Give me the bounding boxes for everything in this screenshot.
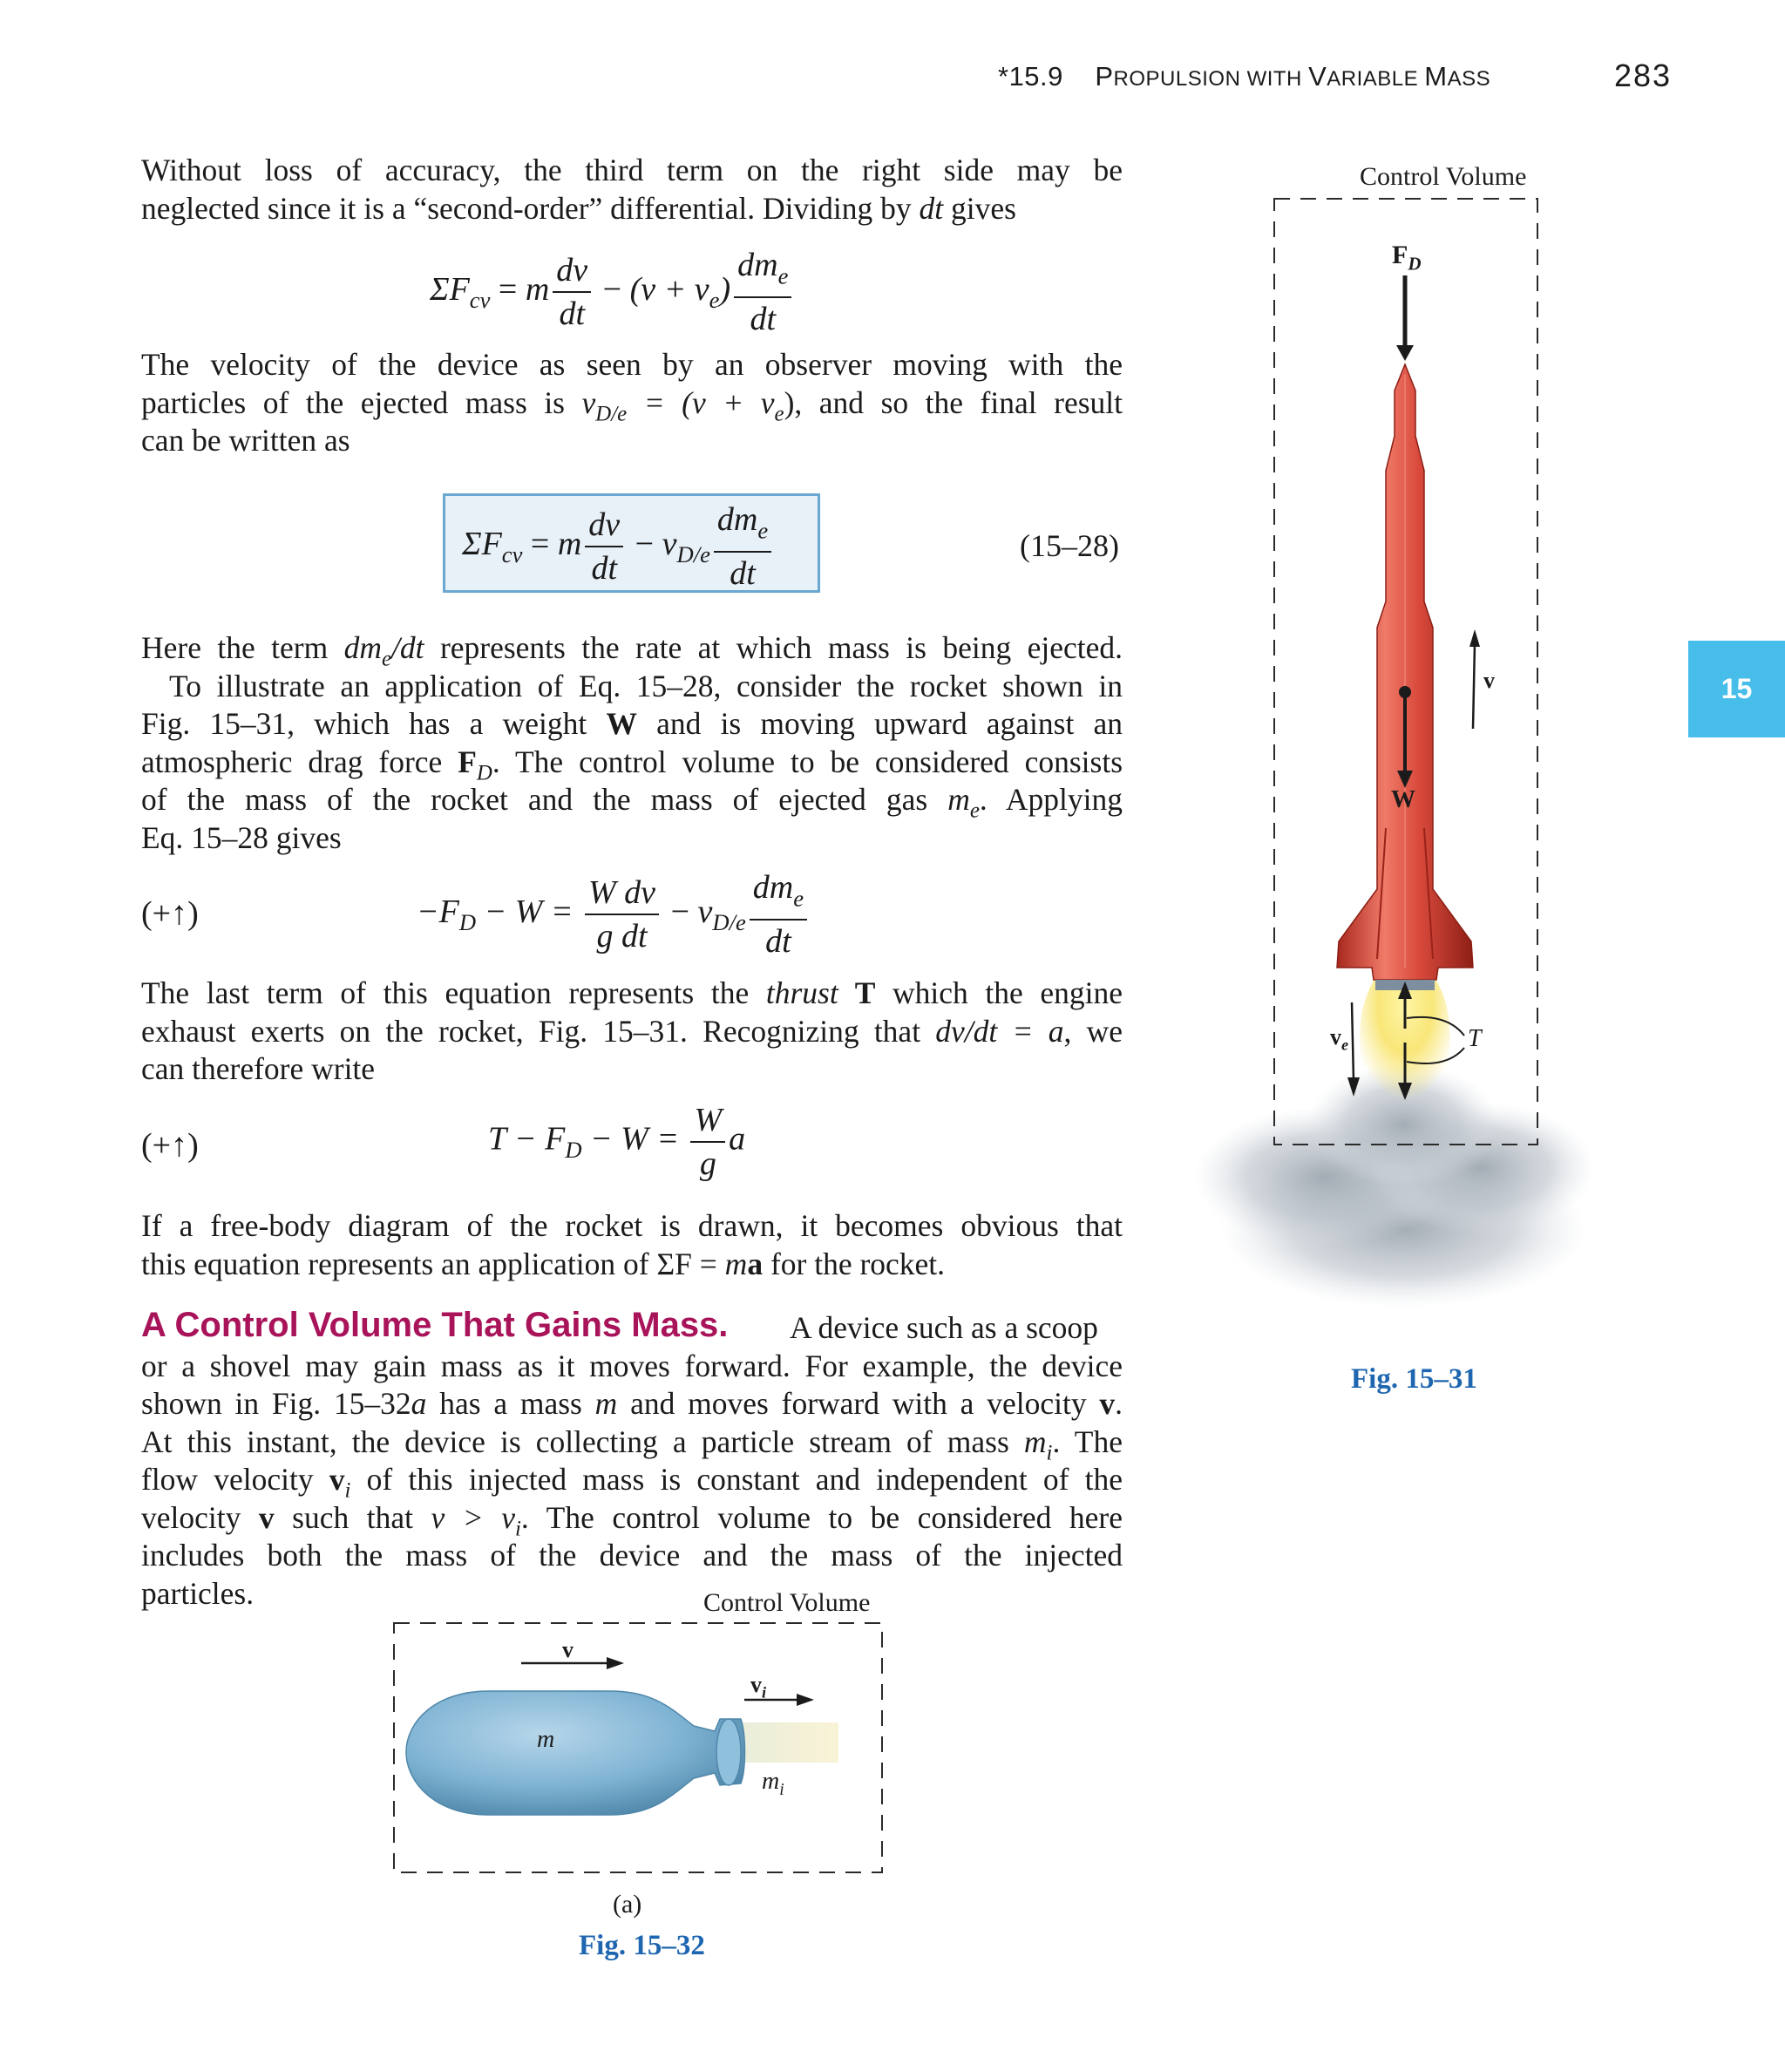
chapter-tab: 15 (1688, 641, 1785, 737)
running-header: *15.9 PROPULSION WITH VARIABLE MASS (998, 61, 1491, 92)
drag-force-arrow (1396, 275, 1414, 361)
fig32-m-label: m (537, 1726, 555, 1753)
fig31-control-volume-label: Control Volume (1360, 162, 1527, 191)
ve-label: $v_e$ (1330, 1024, 1349, 1054)
rocket (1337, 364, 1473, 990)
fig32-sublabel: (a) (613, 1890, 642, 1919)
paragraph-5: If a free-body diagram of the rocket is drawn, it becomes obvious that this equation represents an application of ΣF = ma for the rocket. (141, 1208, 1123, 1281)
fig32-v-label: v (562, 1637, 574, 1662)
fig32-mi-label: $m_i$ (762, 1768, 784, 1799)
v-label: v (1483, 668, 1495, 693)
section-number: *15.9 (998, 61, 1063, 92)
particle-stream (743, 1722, 838, 1763)
page-number: 283 (1614, 58, 1673, 93)
fd-label: $F_D$ (1392, 241, 1422, 275)
w-label: W (1391, 786, 1415, 813)
equation-1: $\Sigma F_{cv} = m$ $\frac{dv}{dt}$ − $(v + v_e)$ $\frac{dm_e}{dt}$ (430, 246, 795, 338)
fig-15-32-caption: Fig. 15–32 (579, 1930, 705, 1961)
equation-number: (15–28) (1020, 528, 1119, 563)
section-heading: A Control Volume That Gains Mass. (141, 1306, 729, 1344)
equation-4: $T - F_D - W$ = $\frac{W}{g}$ a (488, 1102, 746, 1182)
fig-15-31-caption: Fig. 15–31 (1351, 1363, 1477, 1395)
paragraph-4: The last term of this equation represents the thrust T which the engine exhaust exerts on the rocket, Fig. 15–31. Recognizing that dv/dt = a, we can therefore write (141, 975, 1123, 1086)
sign-convention-2: (+↑) (141, 1127, 199, 1164)
equation-15-28: $\Sigma F_{cv} = m$ $\frac{dv}{dt}$ − $v_{D/e}$ $\frac{dm_e}{dt}$ (462, 500, 775, 593)
fig32-vi-label: $v_i$ (750, 1672, 767, 1702)
t-label: T (1468, 1025, 1482, 1052)
scoop-device (406, 1691, 745, 1815)
velocity-arrow (1469, 629, 1480, 729)
paragraph-1: Without loss of accuracy, the third term on the right side may be neglected since it is a “second-order” differential. Dividing by dt gives (141, 153, 1123, 226)
equation-3: $-F_D - W$ = $\frac{\text{W dv}}{\text{g dt}}$ − $v_{D/e}$ $\frac{dm_e}{dt}$ (417, 868, 811, 961)
fig32-control-volume-label: Control Volume (703, 1588, 871, 1617)
sign-convention-1: (+↑) (141, 895, 199, 932)
paragraph-2: The velocity of the device as seen by an observer moving with the particles of the ejected mass is $v_{D/e} = (v + v_e)$, and so the final result can be written as (141, 347, 1123, 458)
section-paragraph: or a shovel may gain mass as it moves forward. For example, the device shown in Fig. 15–32a has a mass m and moves forward with a velocity v. At this instant, the device is collecting a particle stream of mass $m_i$. The flow velocity $v_i$ of this injected mass is constant and independent of the velocity v such that $v > v_i$. The control volume to be considered here includes both the mass of the device and the mass of the injected particles. (141, 1348, 1123, 1611)
paragraph-3: Here the term $dm_e/dt$ represents the rate at which mass is being ejected. To illustrate an application of Eq. 15–28, consider the rocket shown in Fig. 15–31, which has a weight W and is moving upward against an atmospheric drag force $F_D$. The control volume to be considered consists of the mass of the rocket and the mass of ejected gas $m_e$. Applying Eq. 15–28 gives (141, 630, 1123, 855)
exhaust-velocity-arrow (1347, 1002, 1360, 1097)
section-first-line: A device such as a scoop (790, 1310, 1098, 1345)
